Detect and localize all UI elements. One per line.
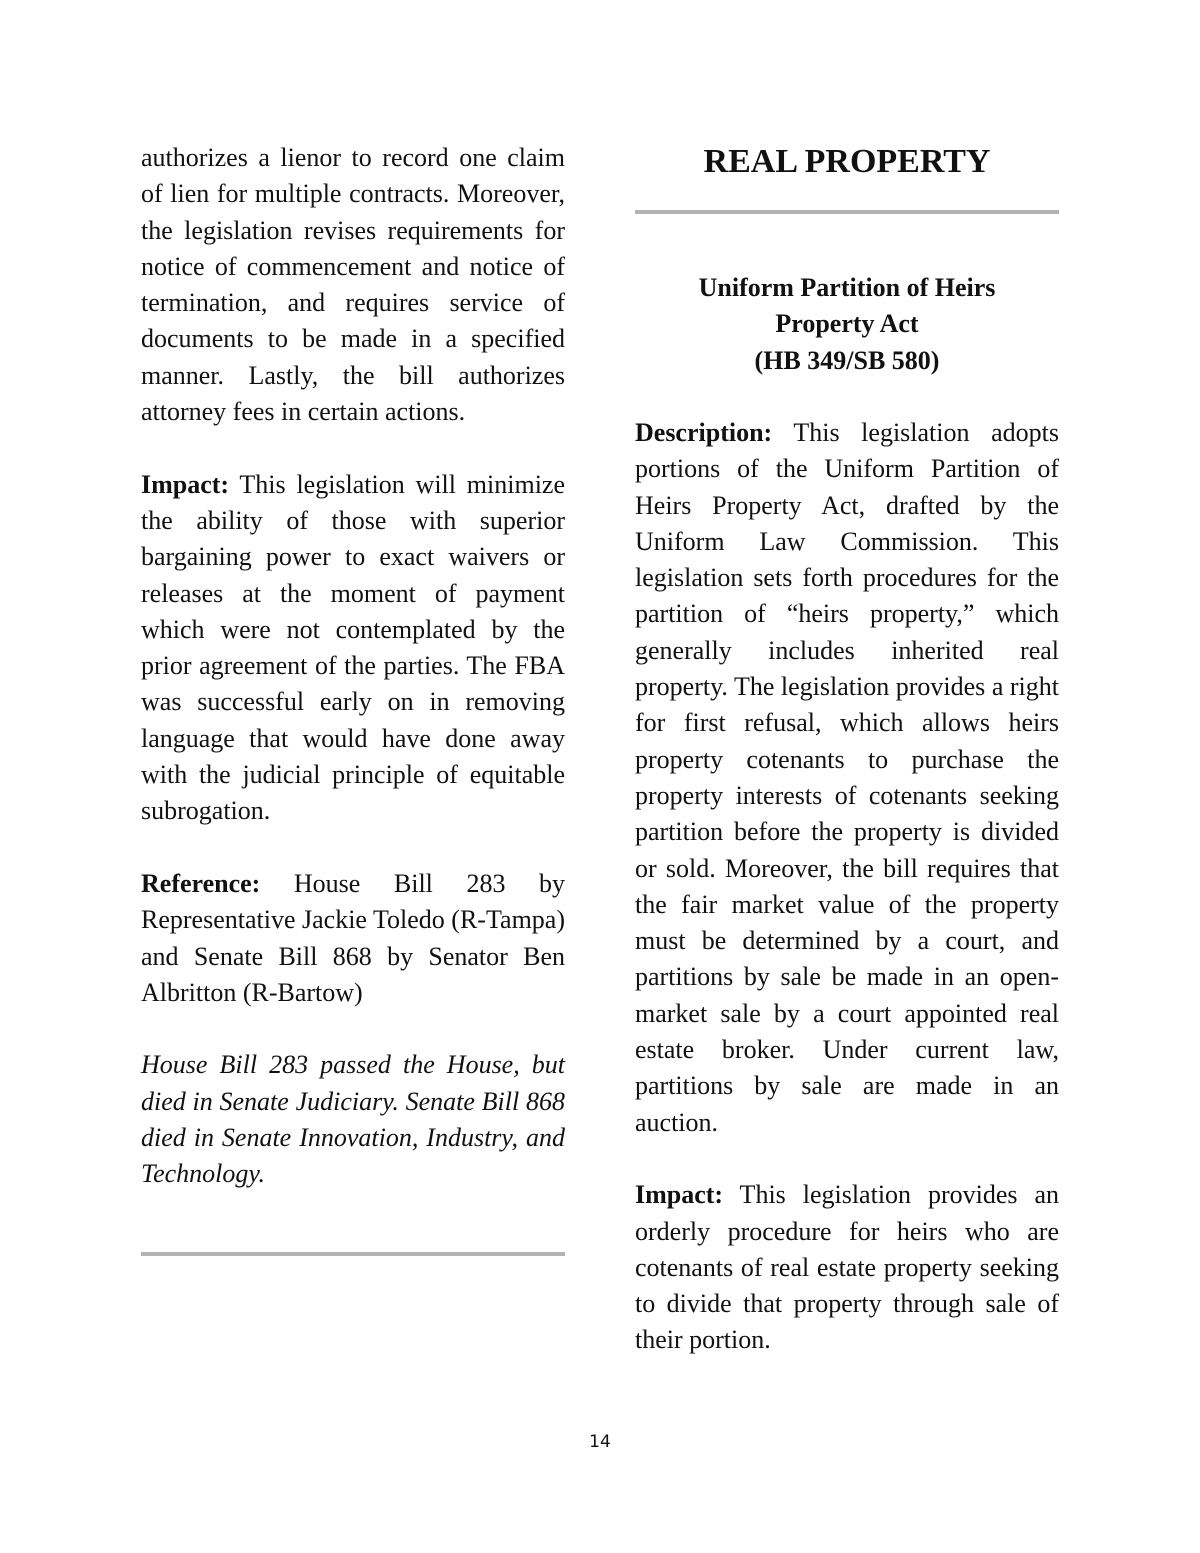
act-title-line: Uniform Partition of Heirs — [698, 273, 996, 302]
impact-text: This legislation will minimize the ability of those with superior bargaining power to exact waivers or releases at the moment of payment which were not contemplated by the prior agreement of the parties. The FBA was successful early on in removing language that would have done away with the judicial principle of equitable subrogation. — [141, 469, 565, 826]
page-number: 14 — [589, 1432, 611, 1452]
right-column-body — [635, 415, 1059, 1359]
impact-label: Impact: — [141, 469, 230, 499]
section-title: REAL PROPERTY — [703, 143, 991, 180]
section-divider — [635, 210, 1059, 214]
continued-paragraph: authorizes a lienor to record one claim of lien for multiple contracts. Moreover, the legislation revises requirements for notice of commencement and notice of termination, and requires service of documents to be made in a specified manner. Lastly, the bill authorizes attorney fees in certain actions. — [141, 143, 565, 427]
act-bill-numbers: (HB 349/SB 580) — [754, 345, 940, 375]
impact-paragraph-right — [635, 1177, 1059, 1358]
act-title-line: Property Act — [775, 309, 919, 339]
left-divider — [141, 1252, 565, 1256]
reference-text: House Bill 283 by Representative Jackie Toledo (R-Tampa) and Senate Bill 868 by Senator Ben Albritton (R-Bartow) — [141, 868, 565, 1007]
impact-label: Impact: — [635, 1180, 724, 1210]
reference-label: Reference: — [141, 868, 261, 898]
description-label: Description: — [635, 418, 773, 447]
left-column — [141, 140, 565, 1193]
description-text: This legislation adopts portions of the Uniform Partition of Heirs Property Act, drafted by the Uniform Law Commission. This legislation sets forth procedures for the partition of “heirs property,” which generally includes inherited real property. The legislation provides a right for first refusal, which allows heirs property cotenants to purchase the property interests of cotenants seeking partition before the property is divided or sold. Moreover, the bill requires that the fair market value of the property must be determined by a court, and partitions by sale be made in an open-market sale by a court appointed real estate broker. Under current law, partitions by sale are made in an auction. — [635, 418, 1059, 1137]
act-title — [635, 270, 1059, 379]
impact-text: This legislation provides an orderly procedure for heirs who are cotenants of real estate property seeking to divide that property through sale of their portion. — [635, 1180, 1059, 1355]
bill-status-paragraph: House Bill 283 passed the House, but died in Senate Judiciary. Senate Bill 868 died in Senate Innovation, Industry, and Technology. — [141, 1050, 565, 1189]
description-paragraph — [635, 415, 1059, 1141]
reference-paragraph — [141, 866, 565, 1011]
impact-paragraph-left — [141, 467, 565, 830]
